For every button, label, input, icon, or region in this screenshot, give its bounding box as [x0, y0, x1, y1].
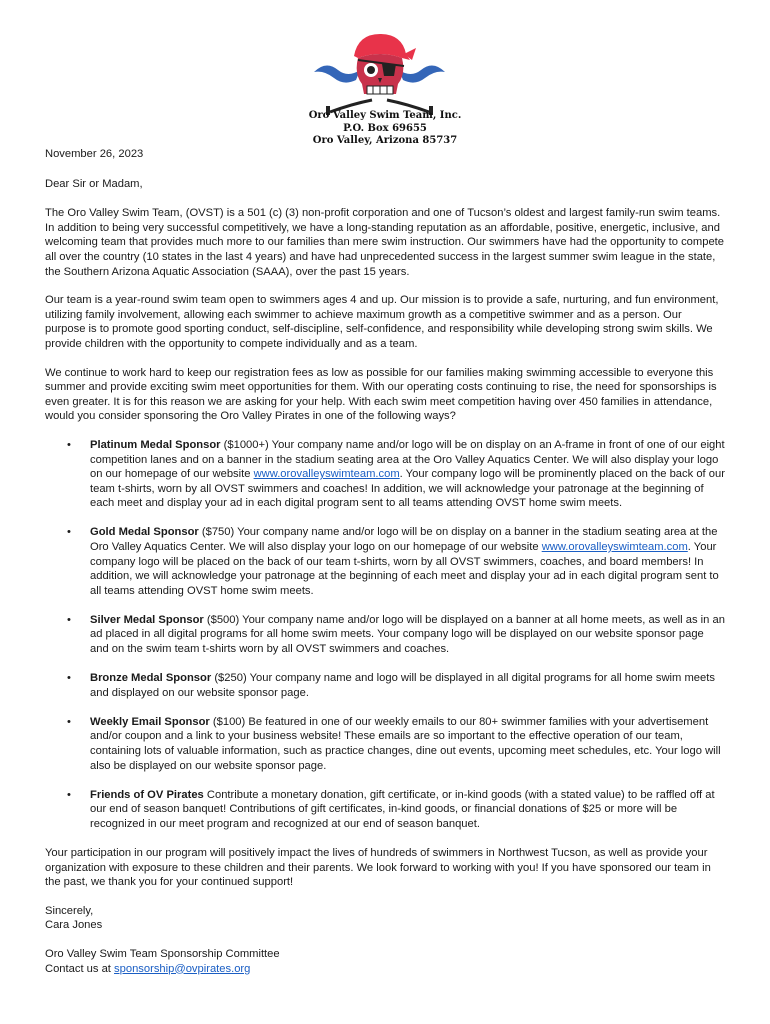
intro-paragraph: The Oro Valley Swim Team, (OVST) is a 501 (c) (3) non-profit corporation and one of Tucson’s oldest and largest family-run swim teams. In addition to being very successful competitively, we have a long-standing reputation as an affordable, positive, energetic, inclusive, and welcoming team that provides much more to our families than mere swim instruction. Our swimmers have had the opportunity to compete all over the country (10 states in the last 4 years) and have had unprecedented success in the largest summer swim league in the state, the Southern Arizona Aquatic Association (SAAA), over the past 15 years. — [45, 207, 724, 278]
level-description-cont: . Your company logo will be placed on the back of our team t-shirts, worn by all OVST swimmers, coaches, and board members! In addition, we will acknowledge your patronage at the beginning of each meet and display your ad in each digital program sent to all teams attending OVST home swim meets. — [90, 540, 719, 597]
level-name: Silver Medal Sponsor — [90, 613, 204, 626]
bullet: • — [67, 438, 71, 451]
level-description: ($100) Be featured in one of our weekly emails to our 80+ swimmer families with your advertisement and/or coupon and a link to your business website! These emails are so important to the effective operation of our team, containing lots of valuable information, such as practice changes, dine out events, upcoming meet schedules, etc. Your logo will also be displayed on our website sponsor page. — [90, 715, 721, 772]
closing-paragraph: Your participation in our program will positively impact the lives of hundreds of swimmers in Northwest Tucson, as well as provide your organization with exposure to these children and their parents. We look forward to working with you! If you have sponsored our team in the past, we thank you for your continued support! — [45, 846, 711, 889]
level-name: Weekly Email Sponsor — [90, 715, 210, 728]
level-description: Contribute a monetary donation, gift certificate, or in-kind goods (with a stated value) to be raffled off at our end of season banquet! Contributions of gift certificates, in-kind goods, or financial donations of $25 or more will be recognized in our meet program and recognized at our end of season banquet. — [90, 788, 715, 830]
contact-prefix: Contact us at — [45, 962, 115, 975]
level-description: ($500) Your company name and/or logo will be displayed on a banner at all home meets, as well as in an ad placed in all digital programs for all home swim meets. Your company logo will be displayed on our website sponsor page and on the swim team t-shirts worn by all OVST swimmers and coaches. — [90, 613, 725, 656]
contact-line — [45, 962, 725, 977]
po-box: P.O. Box 69655 — [343, 122, 427, 134]
bullet: • — [67, 715, 71, 728]
level-name: Friends of OV Pirates — [90, 788, 204, 801]
organization-address — [300, 110, 470, 148]
salutation: Dear Sir or Madam, — [45, 177, 143, 190]
level-description-cont: . Your company logo will be prominently placed on the back of our team t-shirts, worn by all OVST swimmers and coaches! In addition, we will acknowledge your patronage at the beginning of each meet and display your ad in each digital program sent to all teams attending OVST home swim meets. — [90, 468, 725, 510]
signer-name: Cara Jones — [45, 919, 103, 932]
bullet: • — [67, 672, 71, 685]
list-item — [45, 525, 725, 598]
letter-body — [45, 147, 725, 976]
list-item — [45, 438, 725, 511]
organization-name: Oro Valley Swim Team, Inc. — [308, 110, 462, 121]
wave-right — [399, 65, 445, 82]
list-item — [45, 788, 725, 832]
letter-date: November 26, 2023 — [45, 148, 144, 160]
bullet: • — [67, 613, 71, 626]
bullet: • — [67, 526, 71, 539]
wave-left — [314, 65, 360, 82]
closing-word: Sincerely, — [45, 904, 94, 917]
city-state-zip: Oro Valley, Arizona 85737 — [312, 135, 458, 146]
level-description: ($1000+) Your company name and/or logo will be on display on an A-frame in front of one of our eight competition lanes and on a banner in the stadium seating area at the Oro Valley Aquatics Center. We will also display your logo on our homepage of our website — [90, 438, 725, 481]
website-link[interactable]: www.orovalleyswimteam.com — [253, 468, 400, 481]
website-link[interactable]: www.orovalleyswimteam.com — [541, 540, 688, 553]
committee-name: Oro Valley Swim Team Sponsorship Committee — [45, 947, 280, 960]
list-item — [45, 613, 725, 657]
level-description: ($250) Your company name and logo will be displayed in all digital programs for all home swim meets and displayed on our website sponsor page. — [90, 672, 715, 699]
eye-patch — [382, 64, 396, 76]
request-paragraph: We continue to work hard to keep our registration fees as low as possible for our families making swimming accessible to everyone this summer and provide exciting swim meet opportunities for them. With our operating costs continuing to rise, the need for sponsorships is even greater. It is for this reason we are asking for your help. With each swim meet competition having over 450 families in attendance, would you consider sponsoring the Oro Valley Pirates in one of the following ways? — [45, 366, 717, 423]
level-name: Bronze Medal Sponsor — [90, 672, 212, 685]
list-item — [45, 671, 725, 700]
list-item — [45, 715, 725, 773]
pirate-skull-logo-icon — [312, 30, 447, 115]
bullet: • — [67, 788, 71, 801]
contact-block — [45, 947, 725, 976]
sponsorship-levels — [45, 438, 725, 832]
signature-block — [45, 904, 725, 933]
mission-paragraph: Our team is a year-round swim team open to swimmers ages 4 and up. Our mission is to provide a safe, nurturing, and fun environment, utilizing family involvement, allowing each swimmer to achieve maximum growth as a competitive swimmer and as a person. Our purpose is to promote good sporting conduct, self-discipline, self-confidence, and responsibility while developing strong swim skills. We provide children with the opportunity to compete individually and as a team. — [45, 294, 719, 350]
level-description: ($750) Your company name and/or logo will be on display on a banner in the stadium seating area at the Oro Valley Aquatics Center. We will also display your logo on our homepage of our website — [90, 526, 718, 553]
contact-email-link[interactable]: sponsorship@ovpirates.org — [114, 962, 251, 975]
level-name: Platinum Medal Sponsor — [90, 438, 221, 451]
level-name: Gold Medal Sponsor — [90, 526, 199, 539]
